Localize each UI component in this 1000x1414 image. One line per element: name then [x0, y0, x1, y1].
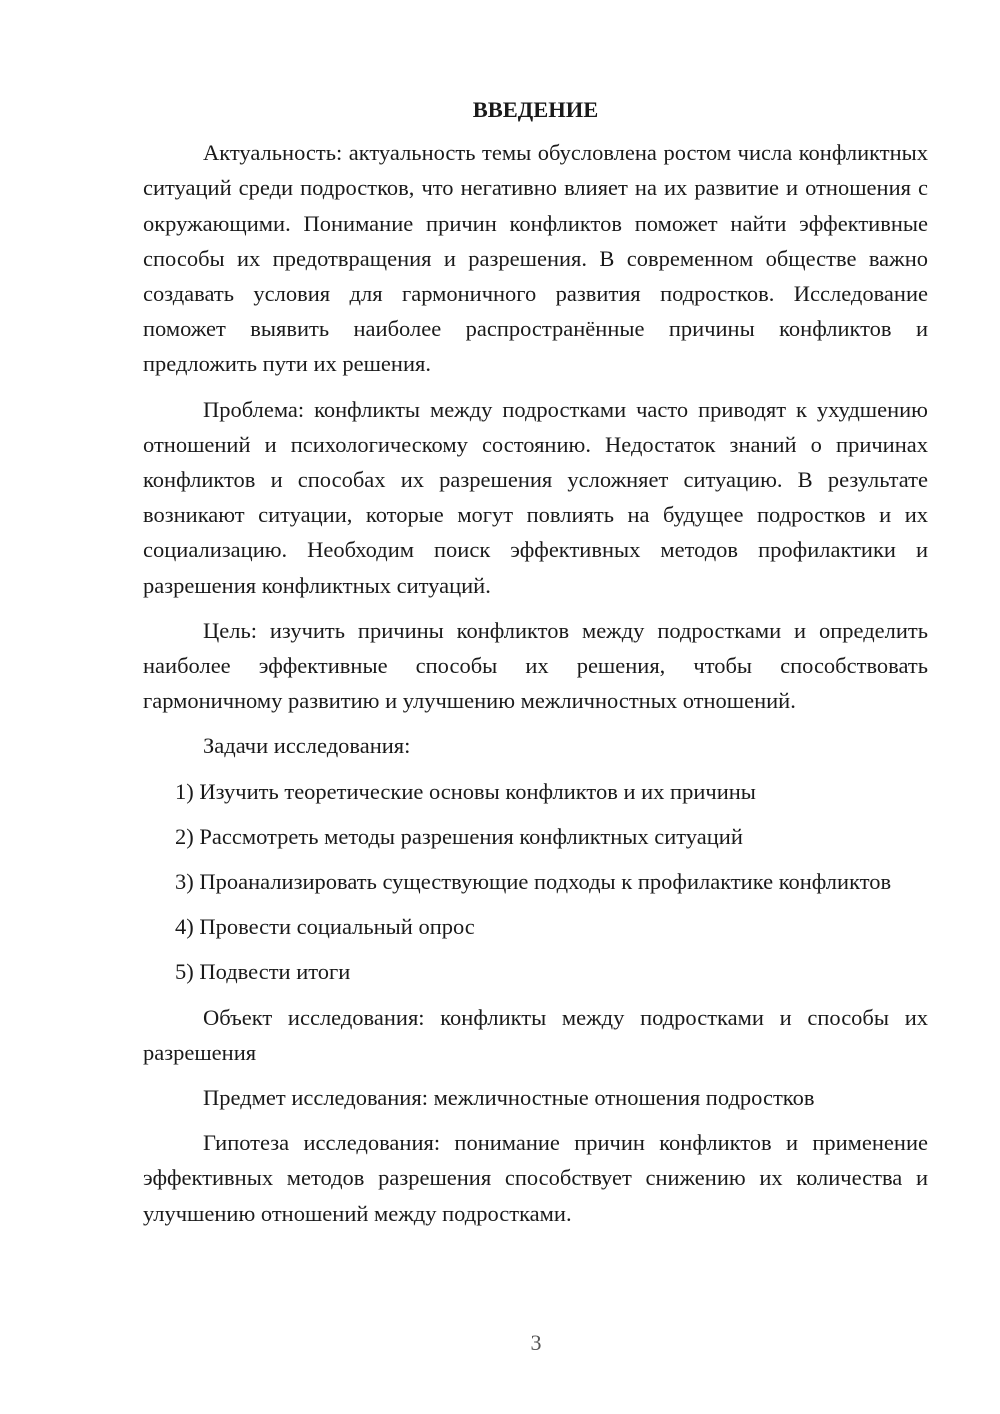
problem-paragraph: Проблема: конфликты между подростками часто приводят к ухудшению отношений и психологическому состоянию. Недостаток знаний о причинах конфликтов и способах их разрешения усложняет ситуацию. В результате возникают ситуации, которые могут повлиять на будущее подростков и их социализацию. Необходим поиск эффективных методов профилактики и разрешения конфликтных ситуаций.	[143, 396, 928, 598]
relevance-paragraph: Актуальность: актуальность темы обусловлена ростом числа конфликтных ситуаций среди подростков, что негативно влияет на их развитие и отношения с окружающими. Понимание причин конфликтов поможет найти эффективные способы их предотвращения и разрешения. В современном обществе важно создавать условия для гармоничного развития подростков. Исследование поможет выявить наиболее распространённые причины конфликтов и предложить пути их решения.	[143, 140, 928, 377]
hypothesis-paragraph: Гипотеза исследования: понимание причин конфликтов и применение эффективных методов разрешения способствует снижению их количества и улучшению отношений между подростками.	[143, 1130, 928, 1226]
page-title: ВВЕДЕНИЕ	[472, 97, 599, 122]
list-item: 4) Провести социальный опрос	[175, 914, 475, 940]
list-item: 2) Рассмотреть методы разрешения конфликтных ситуаций	[175, 823, 743, 849]
tasks-list	[143, 774, 928, 990]
page-number: 3	[530, 1330, 542, 1355]
tasks-heading: Задачи исследования:	[203, 733, 411, 759]
goal-paragraph: Цель: изучить причины конфликтов между подростками и определить наиболее эффективные способы их решения, чтобы способствовать гармоничному развитию и улучшению межличностных отношений.	[143, 617, 928, 714]
document-page	[143, 92, 928, 1241]
list-item: 5) Подвести итоги	[175, 959, 351, 985]
list-item: 3) Проанализировать существующие подходы к профилактике конфликтов	[175, 869, 892, 895]
object-paragraph: Объект исследования: конфликты между подростками и способы их разрешения	[143, 1004, 928, 1065]
list-item: 1) Изучить теоретические основы конфликтов и их причины	[175, 778, 756, 804]
subject-paragraph: Предмет исследования: межличностные отношения подростков	[203, 1085, 815, 1111]
